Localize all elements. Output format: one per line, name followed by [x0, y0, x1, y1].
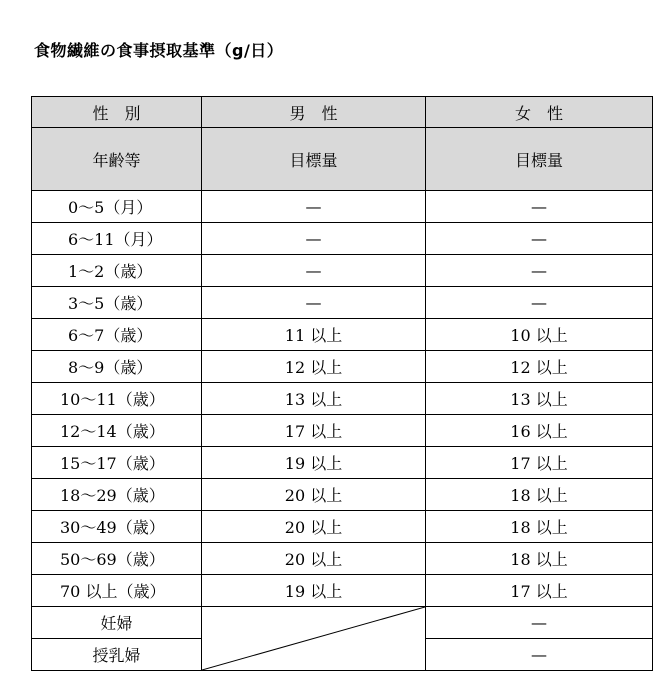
- table-row: [32, 287, 653, 319]
- age-cell: 30～49（歳）: [32, 511, 202, 543]
- female-value-cell: —: [426, 255, 653, 287]
- not-applicable-cell: [202, 607, 426, 671]
- age-cell: 1～2（歳）: [32, 255, 202, 287]
- table-row: [32, 191, 653, 223]
- fiber-intake-table: [31, 96, 653, 671]
- table-row: [32, 351, 653, 383]
- table-row: [32, 479, 653, 511]
- age-cell: 18～29（歳）: [32, 479, 202, 511]
- age-cell: 6～11（月）: [32, 223, 202, 255]
- age-cell: 70 以上（歳）: [32, 575, 202, 607]
- header-female: 女 性: [426, 97, 653, 128]
- lactating-label: 授乳婦: [32, 639, 202, 671]
- table-row: [32, 447, 653, 479]
- header-male: 男 性: [202, 97, 426, 128]
- diagonal-line: [202, 607, 425, 670]
- male-value-cell: 20 以上: [202, 511, 426, 543]
- table-row: [32, 511, 653, 543]
- header-female-measure: 目標量: [426, 128, 653, 191]
- male-value-cell: 12 以上: [202, 351, 426, 383]
- table-row: [32, 319, 653, 351]
- female-value-cell: —: [426, 191, 653, 223]
- lactating-female-value: —: [426, 639, 653, 671]
- female-value-cell: 18 以上: [426, 543, 653, 575]
- female-value-cell: 10 以上: [426, 319, 653, 351]
- table-row: [32, 255, 653, 287]
- male-value-cell: —: [202, 191, 426, 223]
- pregnant-label: 妊婦: [32, 607, 202, 639]
- male-value-cell: 20 以上: [202, 543, 426, 575]
- female-value-cell: 17 以上: [426, 575, 653, 607]
- age-cell: 12～14（歳）: [32, 415, 202, 447]
- female-value-cell: —: [426, 287, 653, 319]
- male-value-cell: 19 以上: [202, 575, 426, 607]
- male-value-cell: 13 以上: [202, 383, 426, 415]
- header-male-measure: 目標量: [202, 128, 426, 191]
- table-row: [32, 383, 653, 415]
- female-value-cell: 17 以上: [426, 447, 653, 479]
- male-value-cell: 19 以上: [202, 447, 426, 479]
- age-cell: 0～5（月）: [32, 191, 202, 223]
- table-row: [32, 543, 653, 575]
- table-row: [32, 415, 653, 447]
- male-value-cell: —: [202, 255, 426, 287]
- female-value-cell: 18 以上: [426, 511, 653, 543]
- age-cell: 3～5（歳）: [32, 287, 202, 319]
- header-row-measure: [32, 128, 653, 191]
- table-row-pregnant: [32, 607, 653, 639]
- female-value-cell: 16 以上: [426, 415, 653, 447]
- age-cell: 10～11（歳）: [32, 383, 202, 415]
- female-value-cell: 13 以上: [426, 383, 653, 415]
- male-value-cell: 11 以上: [202, 319, 426, 351]
- header-row-sex: [32, 97, 653, 128]
- age-cell: 50～69（歳）: [32, 543, 202, 575]
- header-sex-label: 性 別: [32, 97, 202, 128]
- pregnant-female-value: —: [426, 607, 653, 639]
- page-title: 食物繊維の食事摂取基準（g/日）: [34, 41, 284, 60]
- table-row: [32, 575, 653, 607]
- table-row: [32, 223, 653, 255]
- female-value-cell: 18 以上: [426, 479, 653, 511]
- age-cell: 6～7（歳）: [32, 319, 202, 351]
- age-cell: 8～9（歳）: [32, 351, 202, 383]
- female-value-cell: 12 以上: [426, 351, 653, 383]
- male-value-cell: 17 以上: [202, 415, 426, 447]
- header-age-label: 年齢等: [32, 128, 202, 191]
- male-value-cell: —: [202, 223, 426, 255]
- male-value-cell: 20 以上: [202, 479, 426, 511]
- male-value-cell: —: [202, 287, 426, 319]
- age-cell: 15～17（歳）: [32, 447, 202, 479]
- female-value-cell: —: [426, 223, 653, 255]
